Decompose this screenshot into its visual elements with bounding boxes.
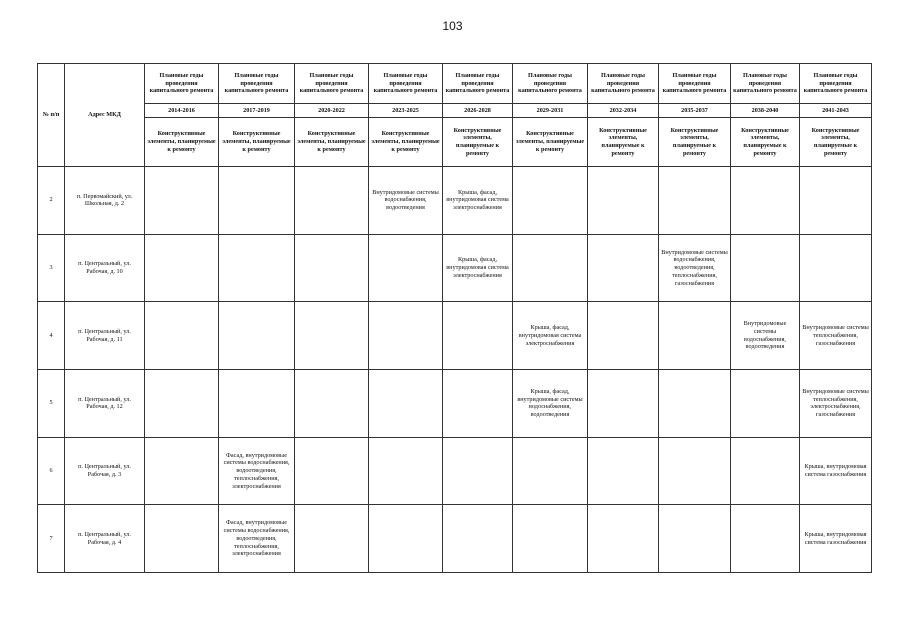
repair-elements-cell: [443, 302, 513, 370]
repair-elements-cell: [659, 437, 731, 505]
elements-header-row: [38, 118, 872, 167]
repair-elements-cell: [513, 234, 588, 302]
repair-elements-cell: [588, 167, 659, 235]
capital-repair-table: [37, 63, 872, 573]
repair-elements-cell: Внутридомовые системы водоснабжения, водоотведения: [731, 302, 800, 370]
repair-elements-cell: Крыша, фасад, внутридомовая система электроснабжения: [513, 302, 588, 370]
repair-elements-cell: Внутридомовые системы теплоснабжения, газоснабжения: [800, 302, 872, 370]
period-label: Плановые годы проведения капитального ремонта: [731, 64, 800, 104]
period-years: 2038-2040: [731, 104, 800, 118]
elements-label: Конструктивные элементы, планируемые к ремонту: [588, 118, 659, 167]
period-years: 2032-2034: [588, 104, 659, 118]
repair-elements-cell: [145, 234, 219, 302]
address-cell: п. Центральный, ул. Рабочая, д. 4: [65, 505, 145, 573]
elements-label: Конструктивные элементы, планируемые к ремонту: [443, 118, 513, 167]
period-years: 2014-2016: [145, 104, 219, 118]
elements-label: Конструктивные элементы, планируемые к ремонту: [659, 118, 731, 167]
row-number-header: № п/п: [38, 64, 65, 167]
row-number: 7: [38, 505, 65, 573]
repair-elements-cell: [295, 369, 369, 437]
repair-elements-cell: [659, 167, 731, 235]
repair-elements-cell: [145, 505, 219, 573]
repair-elements-cell: [219, 302, 295, 370]
elements-label: Конструктивные элементы, планируемые к ремонту: [800, 118, 872, 167]
repair-elements-cell: [295, 234, 369, 302]
repair-elements-cell: [800, 234, 872, 302]
period-years: 2029-2031: [513, 104, 588, 118]
repair-elements-cell: [588, 234, 659, 302]
repair-elements-cell: Фасад, внутридомовые системы водоснабжения, водоотведения, теплоснабжения, электроснабжения: [219, 505, 295, 573]
repair-elements-cell: Крыша, фасад, внутридомовая система электроснабжения: [443, 234, 513, 302]
repair-elements-cell: Крыша, внутридомовая система газоснабжения: [800, 505, 872, 573]
table-row: [38, 505, 872, 573]
elements-label: Конструктивные элементы, планируемые к ремонту: [145, 118, 219, 167]
period-label: Плановые годы проведения капитального ремонта: [295, 64, 369, 104]
repair-elements-cell: [295, 505, 369, 573]
period-label: Плановые годы проведения капитального ремонта: [659, 64, 731, 104]
period-label: Плановые годы проведения капитального ремонта: [443, 64, 513, 104]
repair-elements-cell: [219, 369, 295, 437]
repair-elements-cell: [588, 505, 659, 573]
repair-elements-cell: [659, 302, 731, 370]
repair-elements-cell: [145, 302, 219, 370]
row-number: 3: [38, 234, 65, 302]
repair-elements-cell: Крыша, внутридомовая система газоснабжения: [800, 437, 872, 505]
row-number: 6: [38, 437, 65, 505]
address-cell: п. Центральный, ул. Рабочая, д. 11: [65, 302, 145, 370]
repair-elements-cell: Внутридомовые системы водоснабжения, водоотведения, теплоснабжения, газоснабжения: [659, 234, 731, 302]
elements-label: Конструктивные элементы, планируемые к ремонту: [369, 118, 443, 167]
repair-elements-cell: [369, 369, 443, 437]
elements-label: Конструктивные элементы, планируемые к ремонту: [219, 118, 295, 167]
period-label: Плановые годы проведения капитального ремонта: [513, 64, 588, 104]
period-years: 2035-2037: [659, 104, 731, 118]
repair-elements-cell: [369, 505, 443, 573]
elements-label: Конструктивные элементы, планируемые к ремонту: [513, 118, 588, 167]
period-years: 2023-2025: [369, 104, 443, 118]
period-label: Плановые годы проведения капитального ремонта: [800, 64, 872, 104]
repair-elements-cell: [731, 437, 800, 505]
row-number: 5: [38, 369, 65, 437]
repair-elements-cell: [731, 369, 800, 437]
repair-elements-cell: Крыша, фасад, внутридомовые системы водоснабжения, водоотведения: [513, 369, 588, 437]
row-number: 4: [38, 302, 65, 370]
repair-elements-cell: Внутридомовые системы водоснабжения, водоотведения: [369, 167, 443, 235]
repair-elements-cell: [369, 302, 443, 370]
period-header-row: [38, 64, 872, 104]
repair-elements-cell: [731, 167, 800, 235]
repair-elements-cell: [588, 302, 659, 370]
page-number: 103: [442, 19, 463, 33]
period-label: Плановые годы проведения капитального ремонта: [145, 64, 219, 104]
address-cell: п. Центральный, ул. Рабочая, д. 10: [65, 234, 145, 302]
address-header: Адрес МКД: [65, 64, 145, 167]
repair-elements-cell: [659, 505, 731, 573]
repair-elements-cell: [145, 167, 219, 235]
repair-elements-cell: [295, 302, 369, 370]
period-years: 2026-2028: [443, 104, 513, 118]
repair-elements-cell: [369, 437, 443, 505]
repair-elements-cell: [443, 437, 513, 505]
address-cell: п. Центральный, ул. Рабочая, д. 3: [65, 437, 145, 505]
repair-elements-cell: [588, 437, 659, 505]
period-label: Плановые годы проведения капитального ремонта: [369, 64, 443, 104]
repair-elements-cell: [513, 505, 588, 573]
elements-label: Конструктивные элементы, планируемые к ремонту: [295, 118, 369, 167]
address-cell: п. Первомайский, ул. Школьная, д. 2: [65, 167, 145, 235]
repair-elements-cell: [369, 234, 443, 302]
repair-elements-cell: [731, 234, 800, 302]
period-label: Плановые годы проведения капитального ремонта: [588, 64, 659, 104]
repair-elements-cell: [443, 505, 513, 573]
table-row: [38, 437, 872, 505]
period-years: 2020-2022: [295, 104, 369, 118]
row-number: 2: [38, 167, 65, 235]
repair-elements-cell: [659, 369, 731, 437]
repair-elements-cell: [219, 234, 295, 302]
table-row: [38, 234, 872, 302]
repair-elements-cell: [145, 369, 219, 437]
repair-elements-cell: Крыша, фасад, внутридомовая система электроснабжения: [443, 167, 513, 235]
repair-elements-cell: Фасад, внутридомовые системы водоснабжения, водоотведения, теплоснабжения, электроснабжения: [219, 437, 295, 505]
repair-elements-cell: [513, 437, 588, 505]
repair-elements-cell: [731, 505, 800, 573]
repair-elements-cell: [443, 369, 513, 437]
repair-elements-cell: [295, 437, 369, 505]
years-header-row: [38, 104, 872, 118]
repair-elements-cell: [513, 167, 588, 235]
address-cell: п. Центральный, ул. Рабочая, д. 12: [65, 369, 145, 437]
repair-elements-cell: Внутридомовые системы теплоснабжения, электроснабжения, газоснабжения: [800, 369, 872, 437]
elements-label: Конструктивные элементы, планируемые к ремонту: [731, 118, 800, 167]
repair-elements-cell: [588, 369, 659, 437]
repair-elements-cell: [295, 167, 369, 235]
repair-elements-cell: [800, 167, 872, 235]
period-label: Плановые годы проведения капитального ремонта: [219, 64, 295, 104]
repair-elements-cell: [219, 167, 295, 235]
repair-elements-cell: [145, 437, 219, 505]
period-years: 2041-2043: [800, 104, 872, 118]
table-body: [38, 167, 872, 573]
period-years: 2017-2019: [219, 104, 295, 118]
table-row: [38, 302, 872, 370]
table-row: [38, 369, 872, 437]
table-row: [38, 167, 872, 235]
